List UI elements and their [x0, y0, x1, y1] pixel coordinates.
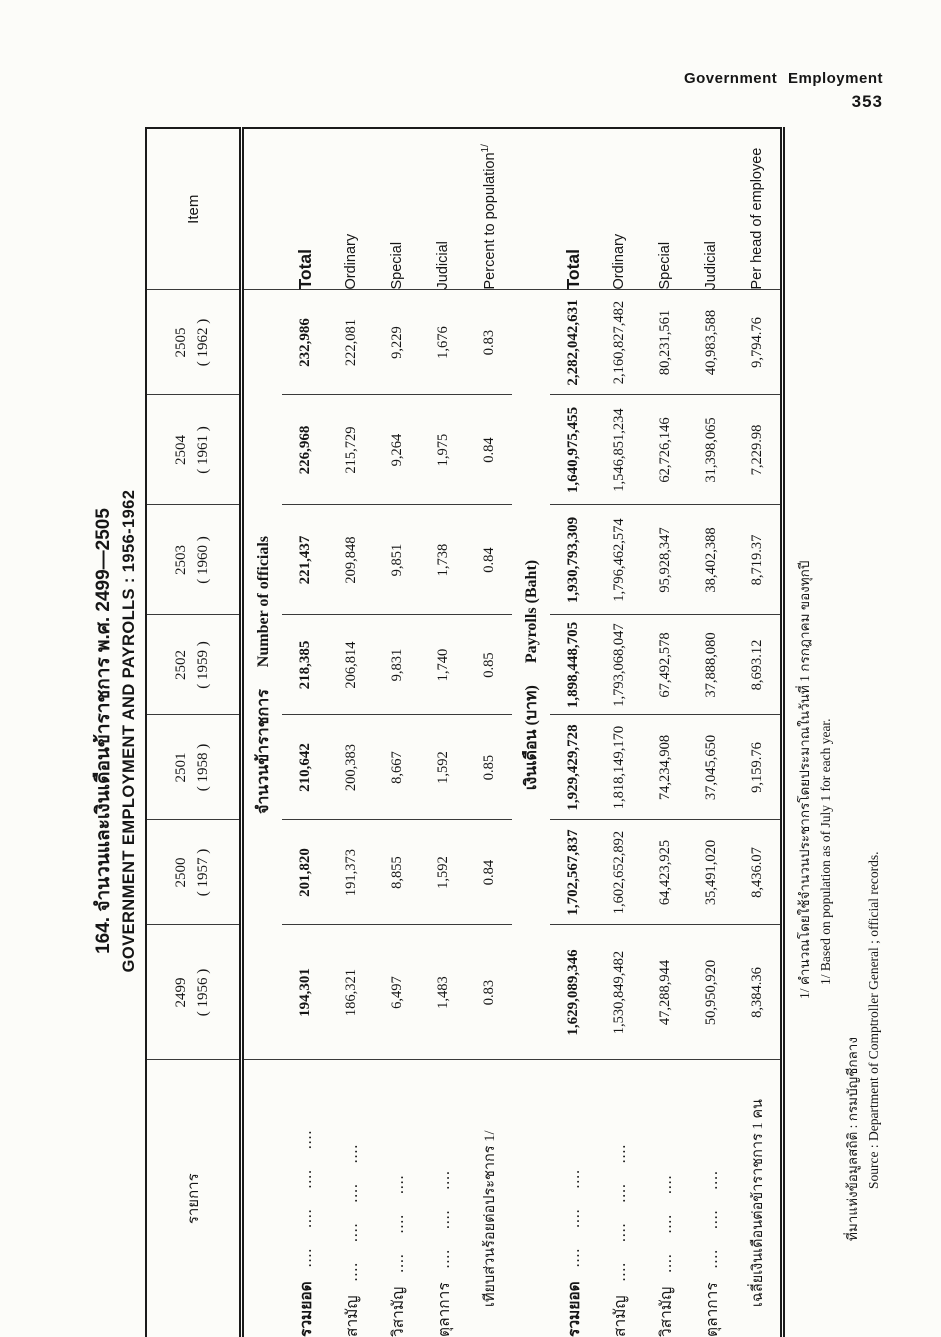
leader-dots: .... .... .... [703, 1170, 721, 1269]
year-header-1958 [146, 715, 242, 820]
value-cell: 62,726,146 [642, 395, 688, 505]
row-label-thai: รวมยอด [565, 1281, 583, 1337]
item-label: Judicial [688, 128, 734, 290]
year-header-1962 [146, 290, 242, 395]
footnote-thai: 1/ คำนวณโดยใช้จำนวนประชากรโดยประมาณในวันที่ 1 กรกฎาคม ของทุกปี [797, 560, 812, 999]
value-cell: 9,831 [374, 615, 420, 715]
table-row-officials-special [374, 128, 420, 1337]
section-heading-payrolls [512, 128, 550, 1337]
section-heading-english: Payrolls (Baht) [522, 559, 540, 664]
row-label-thai: สามัญ [611, 1295, 629, 1337]
item-label: Special [374, 128, 420, 290]
year-header-1959 [146, 615, 242, 715]
row-label-thai: สามัญ [343, 1295, 361, 1337]
value-cell: 1,796,462,574 [596, 505, 642, 615]
row-label [282, 1060, 328, 1337]
section-heading-officials [242, 128, 283, 1337]
value-cell: 1,793,068,047 [596, 615, 642, 715]
value-cell: 0.85 [466, 715, 512, 820]
value-cell: 95,928,347 [642, 505, 688, 615]
year-header-1957 [146, 820, 242, 925]
value-cell: 1,640,975,455 [550, 395, 596, 505]
value-cell: 215,729 [328, 395, 374, 505]
value-cell: 201,820 [282, 820, 328, 925]
year-be: 2500 [173, 857, 190, 888]
row-label [420, 1060, 466, 1337]
value-cell: 200,383 [328, 715, 374, 820]
year-ce: ( 1958 ) [195, 743, 211, 792]
footnote-marker: 1/ [480, 144, 492, 153]
leader-dots: .... .... .... [389, 1174, 407, 1273]
year-be: 2501 [173, 752, 190, 783]
value-cell: 206,814 [328, 615, 374, 715]
value-cell: 80,231,561 [642, 290, 688, 395]
row-label-thai: เฉลี่ยเงินเดือนต่อข้าราชการ 1 คน [749, 1099, 766, 1307]
table-title-english: GOVERNMENT EMPLOYMENT AND PAYROLLS : 1956-1962 [120, 489, 138, 973]
value-cell: 1,592 [420, 715, 466, 820]
row-label-thai: เทียบส่วนร้อยต่อประชากร 1/ [481, 1130, 498, 1307]
value-cell: 191,373 [328, 820, 374, 925]
value-cell: 1,530,849,482 [596, 925, 642, 1060]
row-label [466, 1060, 512, 1337]
value-cell: 0.84 [466, 820, 512, 925]
page-header [684, 70, 883, 112]
running-head: Government Employment [683, 70, 883, 87]
year-ce: ( 1959 ) [195, 641, 211, 689]
row-label [328, 1060, 374, 1337]
value-cell: 2,282,042,631 [550, 290, 596, 395]
value-cell: 2,160,827,482 [596, 290, 642, 395]
leader-dots: .... .... .... .... [343, 1143, 361, 1282]
value-cell: 9,229 [374, 290, 420, 395]
table-title-thai: 164. จำนวนและเงินเดือนข้าราชการ พ.ศ. 2499—2505 [93, 508, 114, 954]
value-cell: 31,398,065 [688, 395, 734, 505]
value-cell: 8,384.36 [734, 925, 783, 1060]
year-ce: ( 1960 ) [195, 536, 211, 584]
table-row-officials-judicial [420, 128, 466, 1337]
page-number: 353 [851, 92, 883, 111]
value-cell: 1,930,793,309 [550, 505, 596, 615]
year-be: 2505 [173, 327, 190, 358]
row-label-thai: วิสามัญ [657, 1286, 675, 1337]
value-cell: 8,693.12 [734, 615, 783, 715]
value-cell: 8,667 [374, 715, 420, 820]
section-heading-cell [242, 290, 283, 1060]
footnote-english: 1/ Based on population as of July 1 for each year. [817, 718, 833, 985]
value-cell: 1,629,089,346 [550, 925, 596, 1060]
section-heading-thai: เงินเดือน (บาท) [522, 685, 540, 791]
value-cell: 38,402,388 [688, 505, 734, 615]
value-cell: 9,264 [374, 395, 420, 505]
empty-item [512, 128, 550, 290]
value-cell: 1,975 [420, 395, 466, 505]
statistics-table [145, 127, 785, 1337]
item-header-cell: Item [146, 128, 242, 290]
leader-dots: .... .... .... .... [297, 1129, 315, 1268]
value-cell: 40,983,588 [688, 290, 734, 395]
value-cell: 47,288,944 [642, 925, 688, 1060]
year-be: 2503 [173, 545, 190, 575]
year-header-1956 [146, 925, 242, 1060]
value-cell: 50,950,920 [688, 925, 734, 1060]
item-label: Total [282, 128, 328, 290]
empty-stub [242, 1060, 283, 1337]
table-row-payroll-total [550, 128, 596, 1337]
row-label [642, 1060, 688, 1337]
source-thai: ที่มาแห่งข้อมูลสถิติ : กรมบัญชีกลาง [844, 1037, 860, 1241]
rotated-table-block [88, 125, 894, 1337]
value-cell: 0.85 [466, 615, 512, 715]
value-cell: 1,929,429,728 [550, 715, 596, 820]
item-label: Per head of employee [734, 128, 783, 290]
value-cell: 1,898,448,705 [550, 615, 596, 715]
value-cell: 218,385 [282, 615, 328, 715]
value-cell: 226,968 [282, 395, 328, 505]
item-label: Ordinary [596, 128, 642, 290]
table-row-percent-population [466, 128, 512, 1337]
row-label [550, 1060, 596, 1337]
row-label [688, 1060, 734, 1337]
leader-dots: .... .... .... [657, 1174, 675, 1273]
item-label: Judicial [420, 128, 466, 290]
value-cell: 0.84 [466, 395, 512, 505]
footnotes [795, 125, 885, 1337]
value-cell: 222,081 [328, 290, 374, 395]
year-header-1960 [146, 505, 242, 615]
value-cell: 7,229.98 [734, 395, 783, 505]
item-label [466, 128, 512, 290]
year-ce: ( 1961 ) [195, 426, 211, 474]
value-cell: 194,301 [282, 925, 328, 1060]
row-label [596, 1060, 642, 1337]
value-cell: 209,848 [328, 505, 374, 615]
value-cell: 1,546,851,234 [596, 395, 642, 505]
leader-dots: .... .... .... [435, 1170, 453, 1269]
table-row-payroll-judicial [688, 128, 734, 1337]
value-cell: 0.83 [466, 925, 512, 1060]
empty-item [242, 128, 283, 290]
year-header-1961 [146, 395, 242, 505]
table-header-row [146, 128, 242, 1337]
table-row-officials-ordinary [328, 128, 374, 1337]
value-cell: 221,437 [282, 505, 328, 615]
value-cell: 6,497 [374, 925, 420, 1060]
value-cell: 1,740 [420, 615, 466, 715]
item-label: Total [550, 128, 596, 290]
row-label-thai: ตุลาการ [435, 1282, 453, 1337]
value-cell: 9,851 [374, 505, 420, 615]
row-label-thai: รวมยอด [297, 1281, 315, 1337]
row-label [734, 1060, 783, 1337]
value-cell: 186,321 [328, 925, 374, 1060]
value-cell: 67,492,578 [642, 615, 688, 715]
table-row-payroll-ordinary [596, 128, 642, 1337]
value-cell: 9,159.76 [734, 715, 783, 820]
source-english: Source : Department of Comptroller General ; official records. [865, 851, 881, 1189]
value-cell: 0.84 [466, 505, 512, 615]
year-ce: ( 1957 ) [195, 848, 211, 897]
item-label: Special [642, 128, 688, 290]
value-cell: 1,592 [420, 820, 466, 925]
value-cell: 1,676 [420, 290, 466, 395]
value-cell: 1,702,567,837 [550, 820, 596, 925]
value-cell: 232,986 [282, 290, 328, 395]
value-cell: 9,794.76 [734, 290, 783, 395]
value-cell: 210,642 [282, 715, 328, 820]
value-cell: 1,738 [420, 505, 466, 615]
table-row-per-head [734, 128, 783, 1337]
section-heading-thai: จำนวนข้าราชการ [254, 689, 272, 815]
value-cell: 8,855 [374, 820, 420, 925]
year-ce: ( 1962 ) [195, 318, 211, 367]
value-cell: 0.83 [466, 290, 512, 395]
table-title [88, 125, 139, 1337]
row-label [374, 1060, 420, 1337]
section-heading-cell [512, 290, 550, 1060]
empty-stub [512, 1060, 550, 1337]
value-cell: 8,719.37 [734, 505, 783, 615]
table-row-payroll-special [642, 128, 688, 1337]
leader-dots: .... .... .... [565, 1169, 583, 1268]
year-ce: ( 1956 ) [195, 968, 211, 1017]
item-label-text: Percent to population [481, 152, 498, 290]
value-cell: 1,602,652,892 [596, 820, 642, 925]
stub-header-cell: รายการ [146, 1060, 242, 1337]
value-cell: 1,818,149,170 [596, 715, 642, 820]
row-label-thai: ตุลาการ [703, 1282, 721, 1337]
value-cell: 37,888,080 [688, 615, 734, 715]
leader-dots: .... .... .... .... [611, 1143, 629, 1282]
value-cell: 1,483 [420, 925, 466, 1060]
year-be: 2504 [173, 435, 190, 465]
section-heading-english: Number of officials [254, 535, 272, 668]
value-cell: 64,423,925 [642, 820, 688, 925]
row-label-thai: วิสามัญ [389, 1286, 407, 1337]
value-cell: 74,234,908 [642, 715, 688, 820]
value-cell: 37,045,650 [688, 715, 734, 820]
value-cell: 35,491,020 [688, 820, 734, 925]
value-cell: 8,436.07 [734, 820, 783, 925]
item-label: Ordinary [328, 128, 374, 290]
year-be: 2502 [173, 650, 190, 680]
year-be: 2499 [173, 977, 190, 1008]
table-row-officials-total [282, 128, 328, 1337]
